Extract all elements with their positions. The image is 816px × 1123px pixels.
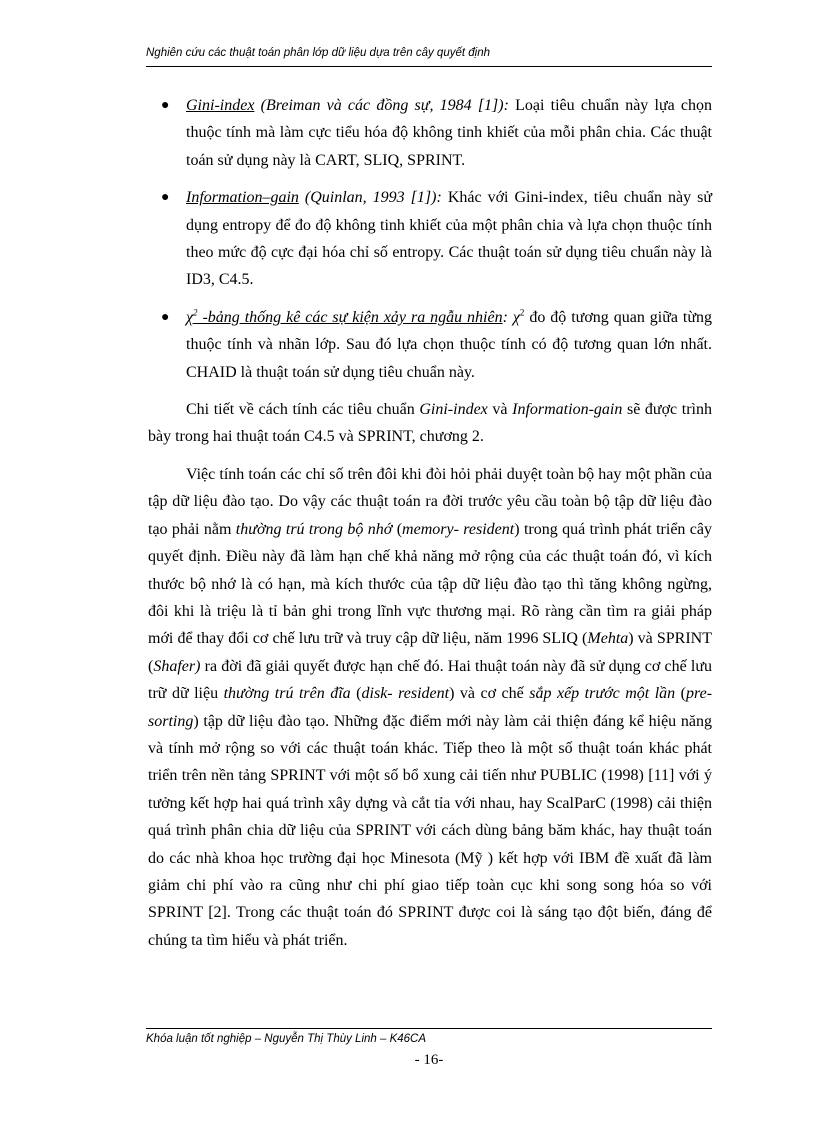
footer-text: Khóa luận tốt nghiệp – Nguyễn Thị Thùy Linh – K46CA (146, 1033, 427, 1045)
text-run: ) trong quá trình phát triển cây quyết định. Điều này đã làm hạn chế khả năng mở rộng của các thuật toán đó, vì kích thước bộ nhớ là có hạn, mà kích thước của tập dữ liệu đào tạo thì tăng không ngừng, đôi khi là triệu là tỉ bản ghi trong lĩnh vực thương mại. Rõ ràng cần tìm ra giải pháp mới để thay đổi cơ chế lưu trữ và truy cập dữ liệu, năm 1996 SLIQ ( (148, 520, 713, 648)
chi-term-label: -bảng thống kê các sự kiện xảy ra ngẫu nhiên (197, 308, 503, 326)
text-run: sẽ được trình bày trong hai thuật toán C4.5 và SPRINT, chương 2. (148, 401, 712, 446)
page-body (148, 92, 713, 954)
reference: (Breiman và các đồng sự, 1984 [1]) (254, 97, 504, 114)
text-run: ( (675, 685, 686, 703)
separator: : (436, 189, 448, 207)
bullet-text: Loại tiêu chuẩn này lựa chọn thuộc tính mà làm cực tiểu hóa độ không tinh khiết của mỗi phân chia. Các thuật toán sử dụng này là CART, SLIQ, SPRINT. (186, 97, 712, 169)
bullet-gini-index (161, 92, 712, 174)
term-chi-square (186, 309, 503, 326)
paragraph-details (148, 396, 712, 451)
text-run: ) và cơ chế (449, 685, 530, 703)
text-run: Chi tiết về cách tính các tiêu chuẩn (186, 401, 420, 419)
bullet-text: Khác với Gini-index, tiêu chuẩn này sử dụng entropy để đo độ không tinh khiết của một phân chia và lựa chọn thuộc tính theo mức độ cực đại hóa chỉ số entropy. Các thuật toán sử dụng tiêu chuẩn này là ID3, C4.5. (186, 189, 713, 289)
text-run: ) và SPRINT ( (148, 630, 712, 675)
bullet-chi-square (161, 304, 713, 386)
page-number: - 16- (414, 1052, 444, 1068)
italic-run: pre- sorting (148, 685, 713, 730)
chi-symbol: χ (186, 308, 194, 326)
running-header (146, 46, 712, 67)
italic-run: memory- resident (402, 520, 515, 538)
chi-symbol-inline: χ (512, 308, 520, 326)
bullet-icon: ● (161, 309, 170, 325)
text-run: ( (350, 685, 362, 703)
text-run: ra đời đã giải quyết được hạn chế đó. Hai thuật toán này đã sử dụng cơ chế lưu trữ dữ liệu (148, 657, 712, 703)
bullet-information-gain (161, 184, 713, 294)
italic-run: thường trú trong bộ nhớ (235, 520, 393, 538)
italic-run: Shafer) (153, 657, 201, 675)
italic-run: disk- resident (361, 685, 450, 703)
reference: (Quinlan, 1993 [1]) (298, 189, 437, 207)
term-information-gain: Information–gain (186, 189, 299, 207)
separator: : (503, 97, 516, 114)
italic-run: Gini-index (419, 401, 488, 419)
header-title: Nghiên cứu các thuật toán phân lớp dữ liệu dựa trên cây quyết định (146, 47, 491, 59)
term-gini-index: Gini-index (186, 97, 255, 114)
bullet-text: đo độ tương quan giữa từng thuộc tính và nhãn lớp. Sau đó lựa chọn thuộc tính có độ tương quan lớn nhất. CHAID là thuật toán sử dụng tiêu chuẩn này. (186, 308, 713, 381)
running-footer (146, 1028, 712, 1046)
bullet-icon: ● (161, 98, 170, 113)
italic-run: Mehta (587, 630, 629, 648)
paragraph-main (148, 461, 712, 954)
text-run: ) tập dữ liệu đào tạo. Những đặc điểm mới này làm cải thiện đáng kể hiệu năng và tính mở rộng so với các thuật toán khác. Tiếp theo là một số thuật toán khác phát triển trên nền tảng SPRINT với một số bổ xung cải tiến như PUBLIC (1998) [11] với ý tưởng kết hợp hai quá trình xây dựng và cắt tỉa với nhau, hay ScalParC (1998) cải thiện quá trình phân chia dữ liệu của SPRINT với cách dùng bảng băm khác, hay thuật toán do các nhà khoa học trường đại học Minesota (Mỹ ) kết hợp với IBM đề xuất đã làm giảm chi phí vào ra cũng như chi phí giao tiếp toàn cục khi song song hóa so với SPRINT [2]. Trong các thuật toán đó SPRINT được coi là sáng tạo đột biến, đáng để chúng ta tìm hiểu và phát triển. (148, 712, 712, 949)
italic-run: sắp xếp trước một lần (529, 685, 676, 703)
italic-run: Information-gain (512, 401, 623, 419)
separator: : (502, 308, 513, 326)
text-run: Việc tính toán các chỉ số trên đôi khi đòi hỏi phải duyệt toàn bộ hay một phần của tập dữ liệu đào tạo. Do vậy các thuật toán ra đời trước yêu cầu toàn bộ tập dữ liệu đào tạo phải nằm (148, 465, 712, 538)
text-run: ( (392, 520, 403, 538)
text-run: và (487, 401, 513, 419)
criteria-list (161, 92, 713, 386)
bullet-icon: ● (161, 190, 170, 206)
chi-superscript: 2 (193, 307, 198, 318)
italic-run: thường trú trên đĩa (223, 685, 351, 703)
chi-superscript-inline: 2 (519, 307, 525, 318)
